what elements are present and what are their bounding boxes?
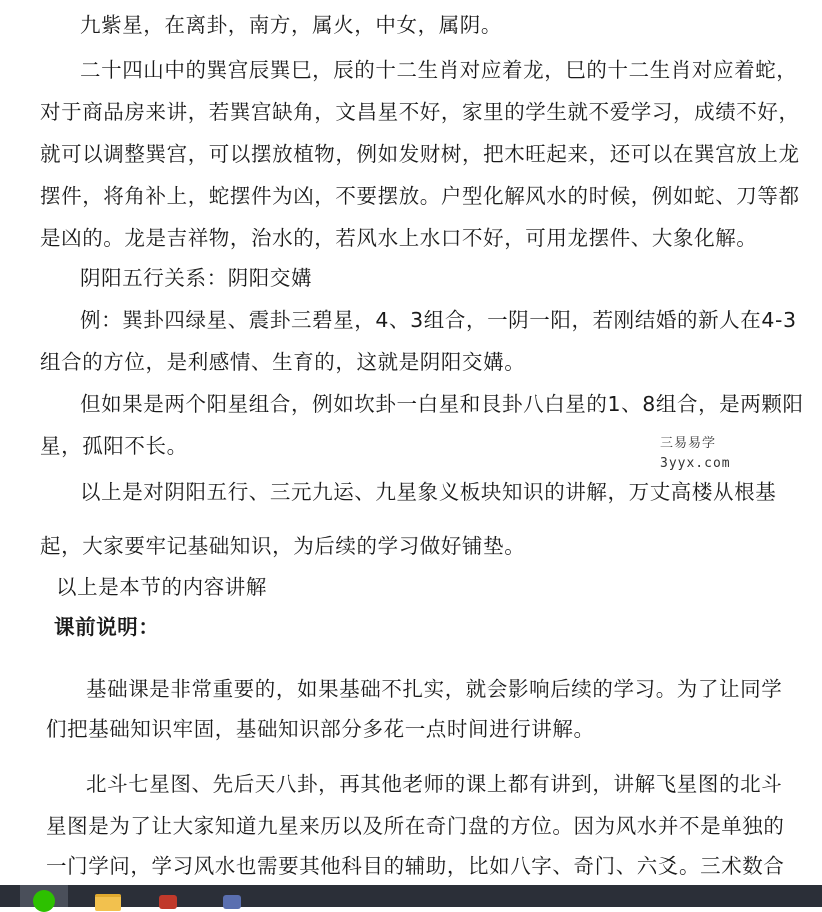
paragraph-line: 九紫星，在离卦，南方，属火，中女，属阴。 — [80, 13, 502, 37]
taskbar-wechat-button[interactable] — [20, 885, 68, 907]
paragraph-line: 就可以调整巽宫，可以摆放植物，例如发财树，把木旺起来，还可以在巽宫放上龙 — [40, 142, 800, 166]
taskbar-folder-button[interactable] — [84, 885, 132, 907]
watermark — [660, 434, 731, 474]
paragraph-line: 北斗七星图、先后天八卦，再其他老师的课上都有讲到，讲解飞星图的北斗 — [86, 772, 783, 796]
watermark-url: 3yyx.com — [660, 456, 731, 471]
paragraph-line: 摆件，将角补上，蛇摆件为凶，不要摆放。户型化解风水的时候，例如蛇、刀等都 — [40, 184, 800, 208]
section-title: 课前说明： — [54, 615, 160, 639]
paragraph-line: 是凶的。龙是吉祥物，治水的，若风水上水口不好，可用龙摆件、大象化解。 — [40, 226, 758, 250]
paragraph-line: 一门学问，学习风水也需要其他科目的辅助，比如八字、奇门、六爻。三术数合 — [46, 854, 785, 878]
taskbar-app-button[interactable] — [144, 885, 192, 907]
paragraph-line: 以上是对阴阳五行、三元九运、九星象义板块知识的讲解，万丈高楼从根基 — [80, 480, 777, 504]
section-heading: 阴阳五行关系：阴阳交媾 — [80, 266, 313, 290]
section-summary: 以上是本节的内容讲解 — [56, 575, 267, 599]
paragraph-line: 例：巽卦四绿星、震卦三碧星，4、3组合，一阴一阳，若刚结婚的新人在4-3 — [80, 308, 797, 332]
paragraph-line: 星图是为了让大家知道九星来历以及所在奇门盘的方位。因为风水并不是单独的 — [46, 814, 785, 838]
watermark-title: 三易易学 — [660, 436, 717, 451]
paragraph-line: 们把基础知识牢固，基础知识部分多花一点时间进行讲解。 — [46, 717, 595, 741]
folder-icon — [95, 894, 121, 911]
paragraph-line: 基础课是非常重要的，如果基础不扎实，就会影响后续的学习。为了让同学 — [86, 677, 783, 701]
paragraph-line: 对于商品房来讲，若巽宫缺角，文昌星不好，家里的学生就不爱学习，成绩不好， — [40, 100, 800, 124]
wechat-icon — [33, 890, 55, 912]
paragraph-line: 起，大家要牢记基础知识，为后续的学习做好铺垫。 — [40, 534, 526, 558]
taskbar-app-button[interactable] — [208, 885, 256, 907]
paragraph-line: 二十四山中的巽宫辰巽巳，辰的十二生肖对应着龙，巳的十二生肖对应着蛇， — [80, 58, 798, 82]
paragraph-line: 组合的方位，是利感情、生育的，这就是阴阳交媾。 — [40, 350, 526, 374]
taskbar — [0, 885, 822, 907]
paragraph-line: 但如果是两个阳星组合，例如坎卦一白星和艮卦八白星的1、8组合，是两颗阳 — [80, 392, 804, 416]
paragraph-line: 星，孤阳不长。 — [40, 434, 188, 458]
